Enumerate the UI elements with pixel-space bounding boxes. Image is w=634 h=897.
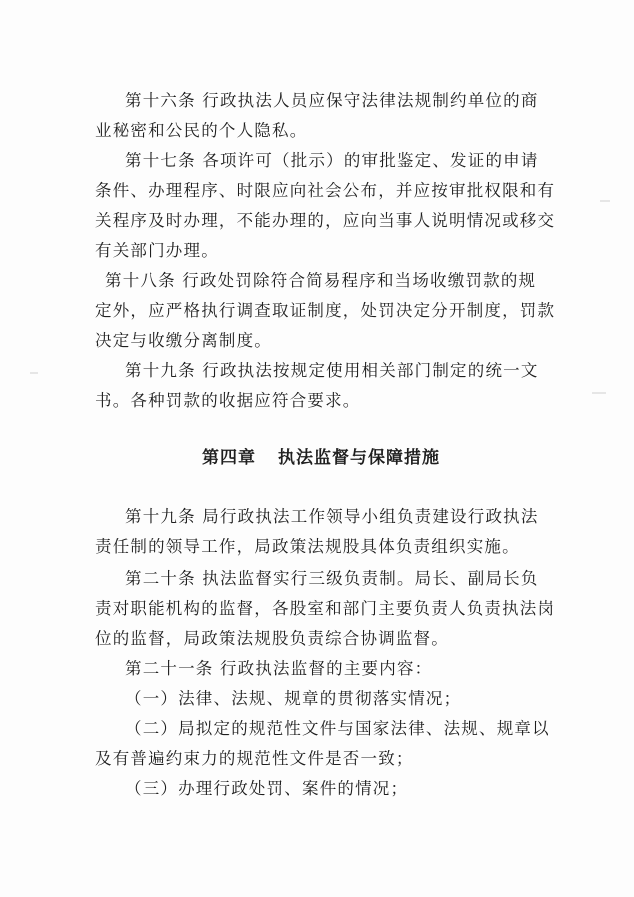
text-line: 有关部门办理。 xyxy=(95,241,219,260)
text-line: 第十八条 行政处罚除符合简易程序和当场收缴罚款的规 xyxy=(105,271,537,290)
text-line: 第十九条 局行政执法工作领导小组负责建设行政执法 xyxy=(125,507,539,526)
text-line: 第十九条 行政执法按规定使用相关部门制定的统一文 xyxy=(125,361,539,380)
text-line: 责任制的领导工作，局政策法规股具体负责组织实施。 xyxy=(95,537,520,556)
text-line: 定外，应严格执行调查取证制度，处罚决定分开制度，罚款 xyxy=(95,301,556,320)
text-line: 书。各种罚款的收据应符合要求。 xyxy=(95,391,361,410)
scan-speck xyxy=(592,392,606,394)
text-line: 条件、办理程序、时限应向社会公布，并应按审批权限和有 xyxy=(95,181,556,200)
text-line: 业秘密和公民的个人隐私。 xyxy=(95,121,308,140)
text-line: 关程序及时办理，不能办理的，应向当事人说明情况或移交 xyxy=(95,211,556,230)
text-line: 决定与收缴分离制度。 xyxy=(95,331,272,350)
chapter-title: 执法监督与保障措施 xyxy=(278,448,440,468)
text-line: 第十七条 各项许可（批示）的审批鉴定、发证的申请 xyxy=(125,151,539,170)
scan-speck xyxy=(30,372,38,374)
text-line: （二）局拟定的规范性文件与国家法律、法规、规章以 xyxy=(125,719,550,738)
chapter-heading xyxy=(202,447,440,469)
text-line: （一）法律、法规、规章的贯彻落实情况； xyxy=(125,689,462,708)
scan-speck xyxy=(600,200,610,202)
text-line: 第二十条 执法监督实行三级负责制。局长、副局长负 xyxy=(125,569,539,588)
text-line: 第十六条 行政执法人员应保守法律法规制约单位的商 xyxy=(125,91,539,110)
text-line: 位的监督，局政策法规股负责综合协调监督。 xyxy=(95,629,449,648)
text-line: 第二十一条 行政执法监督的主要内容： xyxy=(125,659,433,678)
text-line: （三）办理行政处罚、案件的情况； xyxy=(125,779,409,798)
chapter-number: 第四章 xyxy=(202,448,256,468)
text-line: 责对职能机构的监督，各股室和部门主要负责人负责执法岗 xyxy=(95,599,556,618)
text-line: 及有普遍约束力的规范性文件是否一致； xyxy=(95,749,414,768)
